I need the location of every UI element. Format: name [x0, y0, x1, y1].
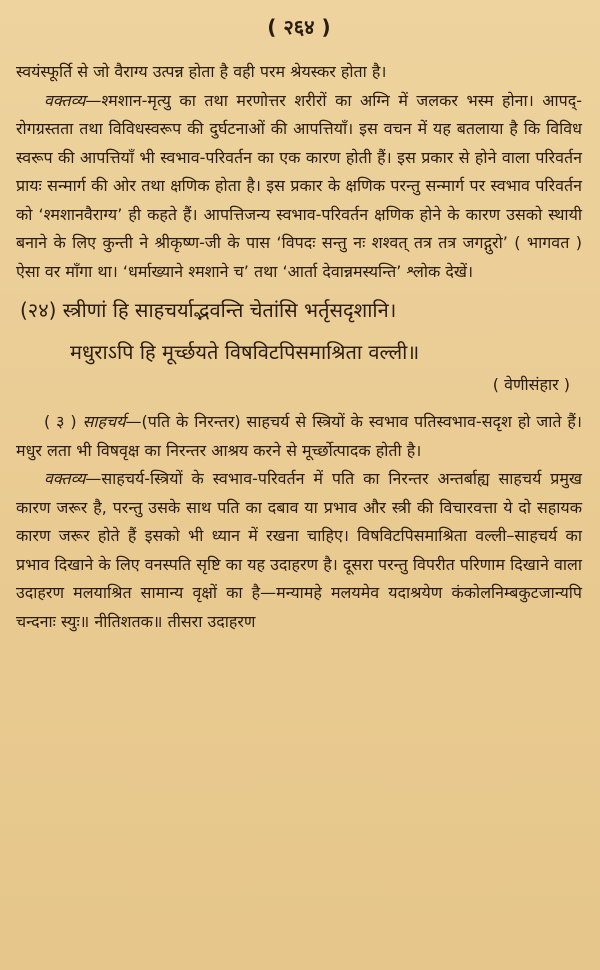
paragraph-3-text: —(पति के निरन्तर) साहचर्य से स्त्रियों के स्वभाव पतिस्वभाव-सदृश हो जाते हैं। मधुर लता भी विषवृक्ष का निरन्तर आश्रय करने से मूर्च्छोत्पादक होती है। — [16, 412, 582, 460]
paragraph-4-text: —साहचर्य-स्त्रियों के स्वभाव-परिवर्तन में पति का निरन्तर अन्तर्बाह्य साहचर्य प्रमुख कारण जरूर है, परन्तु उसके साथ पति का दबाव या प्रभाव और स्त्री की विचारवत्ता ये दो सहायक कारण जरूर होते हैं इसको भी ध्यान में रखना चाहिए। विषविटपिसमाश्रिता वल्ली–साहचर्य का प्रभाव दिखाने के लिए वनस्पति सृष्टि का यह उदाहरण है। दूसरा परन्तु विपरीत परिणाम दिखाने वाला उदाहरण मलयाश्रित सामान्य वृक्षों का है—मन्यामहे मलयमेव यदाश्रयेण कंकोलनिम्बकुटजान्यपि चन्दनाः स्युः॥ नीतिशतक॥ तीसरा उदाहरण — [16, 469, 582, 631]
paragraph-1: स्वयंस्फूर्ति से जो वैराग्य उत्पन्न होता है वही परम श्रेयस्कर होता है। — [16, 62, 387, 81]
paragraph-2-text: —श्मशान-मृत्यु का तथा मरणोत्तर शरीरों का अग्नि में जलकर भस्म होना। आपद्-रोगग्रस्तता तथा विविधस्वरूप की दुर्घटनाओं की आपत्तियाँ। इस वचन में यह बतलाया है कि विविध स्वरूप की आपत्तियाँ भी स्वभाव-परिवर्तन का एक कारण होती हैं। इस प्रकार से होने वाला परिवर्तन प्रायः सन्मार्ग की ओर तथा क्षणिक होता है। इस प्रकार के क्षणिक परन्तु सन्मार्ग पर स्वभाव परिवर्तन को ‘श्मशानवैराग्य’ ही कहते हैं। आपत्तिजन्य स्वभाव-परिवर्तन क्षणिक होने के कारण उसको स्थायी बनाने के लिए कुन्ती ने श्रीकृष्ण-जी के पास ‘विपदः सन्तु नः शश्वत् तत्र तत्र जगद्गुरो’ ( भागवत ) ऐसा वर माँगा था। ‘धर्माख्याने श्मशाने च’ तथा ‘आर्ता देवान्नमस्यन्ति’ श्लोक देखें। — [16, 90, 582, 281]
term-sahacharya: साहचर्य — [82, 412, 126, 431]
paragraph-2 — [16, 87, 582, 287]
verse-line-1: (२४) स्त्रीणां हि साहचर्याद्भवन्ति चेतांसि भर्तृसदृशानि। — [20, 298, 397, 322]
page-number: ( २६४ ) — [267, 15, 331, 39]
term-vaktavya: वक्तव्य — [44, 90, 86, 110]
paragraph-4 — [16, 465, 582, 636]
paragraph-3 — [16, 408, 582, 465]
verse-line-2: मधुराऽपि हि मूर्च्छयते विषविटपिसमाश्रिता वल्ली॥ — [70, 340, 420, 364]
term-vaktavya-2: वक्तव्य — [44, 469, 86, 488]
paragraph-3-number: ( ३ ) — [44, 412, 77, 431]
verse-source: ( वेणीसंहार ) — [492, 375, 570, 394]
